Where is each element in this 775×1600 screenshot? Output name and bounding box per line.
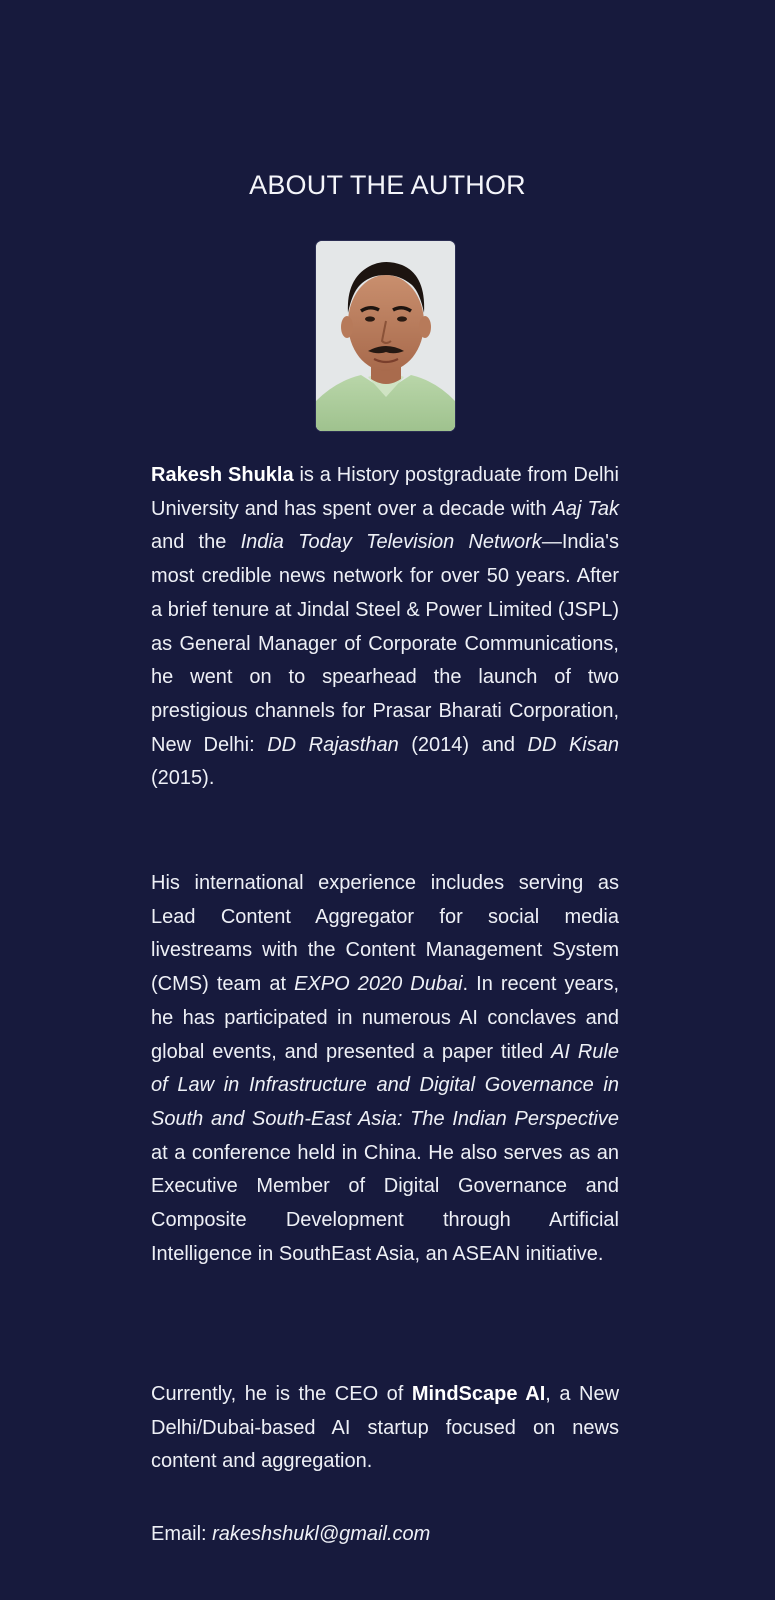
bio-text: His international experience includes serving as Lead Content Aggregator for social media livestreams with the Content Management System (CMS) team at [151,872,619,996]
bio-text: and the [151,531,241,554]
bio-text: at a conference held in China. He also serves as an Executive Member of Digital Governance and Composite Development through Artificial Intelligence in SouthEast Asia, an ASEAN initiative. [151,1141,619,1265]
bio-text: (2015). [151,767,215,790]
bio-text: Currently, he is the CEO of [151,1383,412,1405]
section-heading: ABOUT THE AUTHOR [249,170,526,200]
email-label: Email: [151,1523,213,1545]
bio-text: , a New Delhi/Dubai-based AI startup focused on news content and aggregation. [151,1383,620,1473]
email-line [151,1518,619,1552]
author-name: Rakesh Shukla [151,464,294,486]
bio-paragraph-3 [151,1378,619,1479]
aaj-tak: Aaj Tak [552,497,620,520]
author-photo [316,241,455,431]
bio-paragraph-1 [151,459,619,796]
paper-title: AI Rule of Law in Infrastructure and Digital Governance in South and South-East Asia: The Indian Perspective [151,1040,619,1130]
expo-2020: EXPO 2020 Dubai [294,973,463,996]
india-today-network: India Today Television Network [240,531,542,554]
dd-rajasthan: DD Rajasthan [267,733,399,756]
bio-paragraph-2 [151,867,619,1271]
dd-kisan: DD Kisan [527,733,619,756]
bio-text: —India's most credible news network for over 50 years. After a brief tenure at Jindal Steel & Power Limited (JSPL) as General Manager of Corporate Communications, he went on to spearhead the launch of two prestigious channels for Prasar Bharati Corporation, New Delhi: [151,531,619,756]
bio-text: . In recent years, he has participated in numerous AI conclaves and global events, and presented a paper titled [151,973,620,1063]
bio-text: is a History postgraduate from Delhi University and has spent over a decade with [151,464,619,520]
company-name: MindScape AI [411,1383,546,1405]
bio-text: (2014) and [398,733,528,756]
email-address[interactable]: rakeshshukl@gmail.com [212,1523,431,1545]
